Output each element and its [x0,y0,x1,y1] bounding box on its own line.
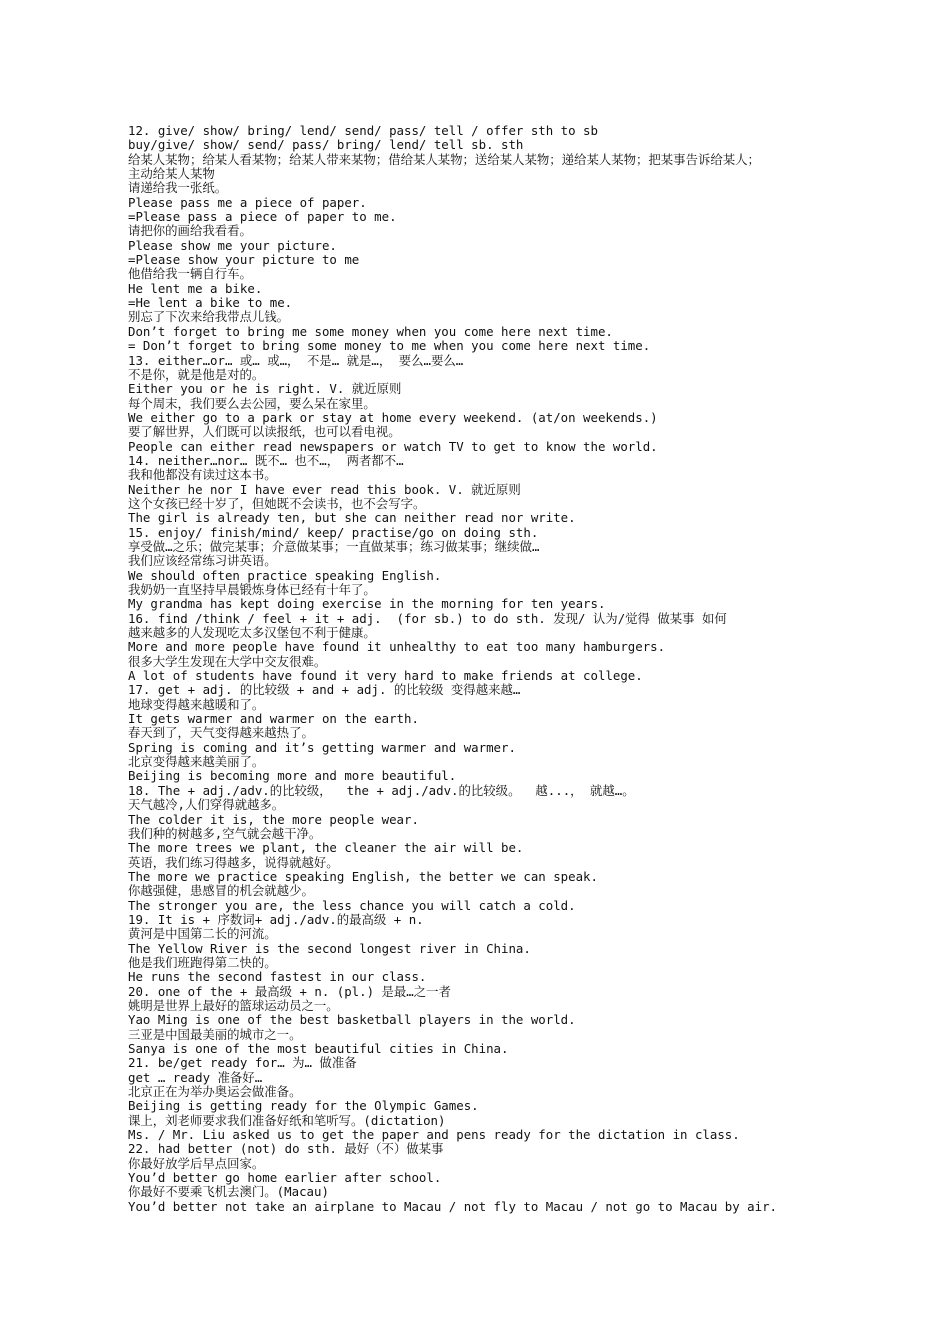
text-line: 17. get + adj. 的比较级 + and + adj. 的比较级 变得越来越… [128,682,521,698]
text-line: 我奶奶一直坚持早晨锻炼身体已经有十年了。 [128,582,376,597]
text-line: 北京正在为举办奥运会做准备。 [128,1084,302,1100]
text-line: 他借给我一辆自行车。 [128,266,252,282]
text-line: 这个女孩已经十岁了，但她既不会读书，也不会写字。 [128,495,426,511]
text-line: Sanya is one of the most beautiful cities in China. [128,1041,509,1056]
text-line: 请把你的画给我看看。 [128,223,252,239]
text-line: 北京变得越来越美丽了。 [128,754,265,770]
text-line: 19. It is + 序数词+ adj./adv.的最高级 + n. [128,911,424,927]
text-line: 天气越冷,人们穿得就越多。 [128,797,285,813]
text-line: Neither he nor I have ever read this book. V. 就近原则 [128,481,521,497]
text-line: 享受做…之乐；做完某事；介意做某事；一直做某事；练习做某事；继续做… [128,538,540,554]
text-line: 15. enjoy/ finish/mind/ keep/ practise/go on doing sth. [128,524,539,540]
text-line: 别忘了下次来给我带点儿钱。 [128,309,290,325]
text-line: The girl is already ten, but she can neither read nor write. [128,510,576,526]
text-line: We should often practice speaking English. [128,567,442,583]
text-line: 你越强健，患感冒的机会就越少。 [128,883,314,899]
text-line: He runs the second fastest in our class. [128,969,427,985]
text-line: 不是你，就是他是对的。 [128,366,265,382]
text-line: 英语，我们练习得越多，说得就越好。 [128,854,339,870]
text-line: 主动给某人某物 [128,166,215,182]
text-line: 13. either…or… 或… 或…， 不是… 就是…， 要么…要么… [128,352,464,368]
text-line: 很多大学生发现在大学中交友很难。 [128,653,327,669]
text-line: Don’t forget to bring me some money when you come here next time. [128,323,613,339]
text-line: 课上，刘老师要求我们准备好纸和笔听写。(dictation) [128,1112,446,1128]
text-line: 越来越多的人发现吃太多汉堡包不利于健康。 [128,625,376,641]
text-line: = Don’t forget to bring some money to me when you come here next time. [128,338,651,354]
text-line: 春天到了，天气变得越来越热了。 [128,725,314,741]
text-line: 每个周末，我们要么去公园，要么呆在家里。 [128,395,376,411]
text-line: 地球变得越来越暖和了。 [128,696,265,712]
text-line: 请递给我一张纸。 [128,180,228,196]
text-line: Ms. / Mr. Liu asked us to get the paper and pens ready for the dictation in class. [128,1127,740,1143]
text-line: 22. had better (not) do sth. 最好（不）做某事 [128,1141,444,1157]
text-line: Beijing is getting ready for the Olympic Games. [128,1098,479,1114]
text-line: 12. give/ show/ bring/ lend/ send/ pass/ tell / offer sth to sb [128,123,598,138]
text-line: 我和他都没有读过这本书。 [128,467,277,483]
text-line: get … ready 准备好… [128,1069,263,1085]
text-line: My grandma has kept doing exercise in the morning for ten years. [128,596,606,612]
text-line: 姚明是世界上最好的篮球运动员之一。 [128,997,339,1013]
text-line: 我们应该经常练习讲英语。 [128,553,277,569]
text-line: =Please pass a piece of paper to me. [128,209,397,225]
text-line: A lot of students have found it very hard to make friends at college. [128,668,643,684]
text-line: It gets warmer and warmer on the earth. [128,711,419,727]
text-line: 14. neither…nor… 既不… 也不…， 两者都不… [128,452,404,468]
text-line: Spring is coming and it’s getting warmer and warmer. [128,739,516,755]
text-line: 给某人某物；给某人看某物；给某人带来某物；借给某人某物；送给某人某物；递给某人某物；把某事告诉给某人； [128,151,760,167]
text-line: =He lent a bike to me. [128,295,293,311]
document-body [128,124,928,1214]
text-line: 21. be/get ready for… 为… 做准备 [128,1055,357,1071]
text-line: 你最好放学后早点回家。 [128,1155,265,1171]
text-line: The more trees we plant, the cleaner the air will be. [128,840,524,856]
text-line: The Yellow River is the second longest river in China. [128,940,531,956]
text-line: We either go to a park or stay at home every weekend. (at/on weekends.) [128,409,658,425]
text-line: More and more people have found it unhealthy to eat too many hamburgers. [128,639,666,655]
text-line: Yao Ming is one of the best basketball players in the world. [128,1012,576,1028]
text-line: 你最好不要乘飞机去澳门。(Macau) [128,1184,329,1200]
text-line: You’d better not take an airplane to Macau / not fly to Macau / not go to Macau by air. [128,1198,778,1214]
text-line: 16. find /think / feel + it + adj. (for sb.) to do sth. 发现/ 认为/觉得 做某事 如何 [128,610,727,626]
text-line: The more we practice speaking English, the better we can speak. [128,868,598,884]
text-line: Either you or he is right. V. 就近原则 [128,381,402,397]
text-line: The stronger you are, the less chance you will catch a cold. [128,897,576,913]
text-line: 18. The + adj./adv.的比较级， the + adj./adv.的比较级。 越...， 就越…。 [128,782,635,798]
text-line: He lent me a bike. [128,280,263,296]
text-line: =Please show your picture to me [128,252,360,268]
text-line: 我们种的树越多,空气就会越干净。 [128,825,322,841]
text-line: 三亚是中国最美丽的城市之一。 [128,1026,302,1042]
text-line: 要了解世界，人们既可以读报纸，也可以看电视。 [128,424,401,440]
text-line: 黄河是中国第二长的河流。 [128,926,277,942]
text-line: You’d better go home earlier after school. [128,1170,442,1186]
text-line: 他是我们班跑得第二快的。 [128,954,277,970]
text-line: Beijing is becoming more and more beautiful. [128,768,457,784]
text-line: buy/give/ show/ send/ pass/ bring/ lend/ tell sb. sth [128,137,524,153]
text-line: The colder it is, the more people wear. [128,811,419,827]
text-line: People can either read newspapers or watch TV to get to know the world. [128,438,658,454]
text-line: Please pass me a piece of paper. [128,194,367,210]
text-line: 20. one of the + 最高级 + n. (pl.) 是最…之一者 [128,983,451,999]
text-line: Please show me your picture. [128,237,337,253]
